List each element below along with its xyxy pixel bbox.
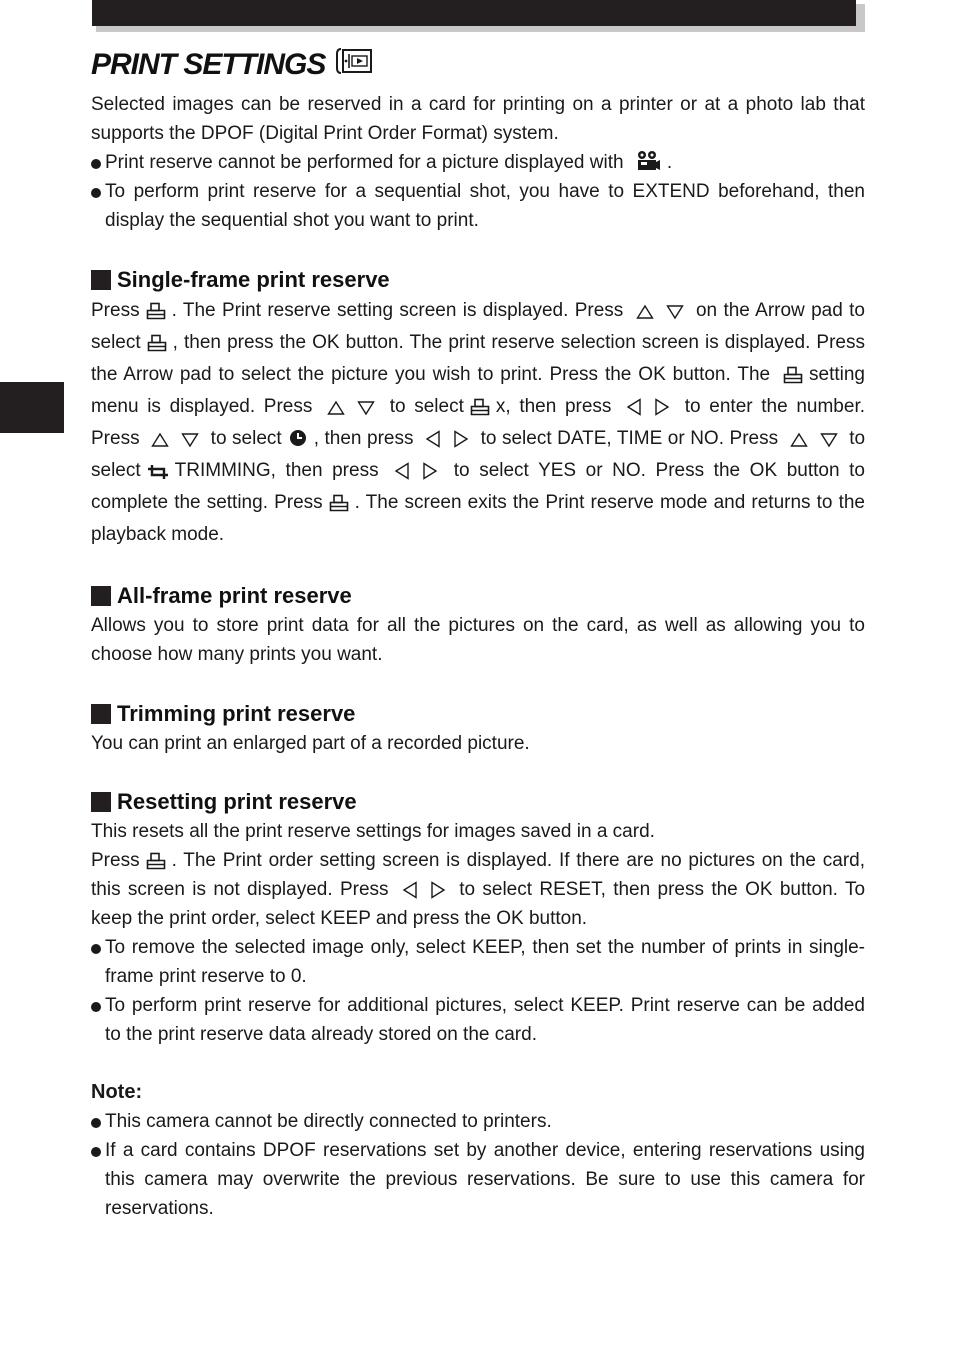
arrow-down-icon: [820, 432, 838, 448]
bullet-dot: [91, 944, 101, 954]
page-title-text: PRINT SETTINGS: [91, 48, 326, 81]
bullet-text: If a card contains DPOF reservations set by another device, entering reservations using this camera may overwrite the previous reservations. Be sure to use this camera for reservations.: [105, 1140, 865, 1219]
chapter-tab: [0, 382, 64, 433]
print-icon: [146, 852, 166, 870]
arrow-left-icon: [402, 881, 418, 899]
intro-bullet-movie: [91, 148, 865, 177]
movie-icon: [635, 150, 661, 172]
text-run: . The screen exits the Print reserve mode and returns to the playback mode.: [91, 492, 865, 545]
heading-square-icon: [91, 704, 111, 724]
bullet-text-end: .: [666, 152, 673, 173]
text-run: . The Print order setting screen is displayed. If there are no pictures on the card, this screen is not displayed. Press: [91, 850, 865, 900]
note-heading: Note:: [91, 1081, 143, 1103]
arrow-right-icon: [422, 462, 438, 480]
text-run: TRIMMING, then press: [174, 460, 379, 481]
arrow-left-icon: [626, 398, 642, 416]
text-run: setting menu is displayed. Press: [91, 364, 865, 417]
page-content: [91, 40, 865, 1223]
text-run: to select DATE, TIME or NO. Press: [480, 428, 779, 449]
resetting-bullet-remove: [91, 933, 865, 991]
text-run: , then press: [313, 428, 414, 449]
arrow-left-icon: [425, 430, 441, 448]
arrow-left-icon: [394, 462, 410, 480]
all-frame-paragraph: Allows you to store print data for all the pictures on the card, as well as allowing you to choose how many prints you want.: [91, 615, 865, 665]
text-run: to enter the number. Press: [91, 396, 865, 449]
single-frame-paragraph: [91, 295, 865, 551]
text-run: to select: [389, 396, 464, 417]
arrow-up-icon: [636, 304, 654, 320]
print-icon: [783, 366, 803, 384]
arrow-right-icon: [453, 430, 469, 448]
note-bullet-dpof: [91, 1136, 865, 1223]
bullet-text: To remove the selected image only, select KEEP, then set the number of prints in single- frame print reserve to 0.: [105, 937, 865, 987]
resetting-paragraph-1: This resets all the print reserve settings for images saved in a card.: [91, 821, 655, 842]
arrow-right-icon: [654, 398, 670, 416]
text-run: to select: [91, 428, 866, 481]
bullet-text: Print reserve cannot be performed for a picture displayed with: [105, 152, 624, 173]
intro-paragraph: Selected images can be reserved in a card for printing on a printer or at a photo lab that supports the DPOF (Digital Print Order Format) system.: [91, 94, 865, 144]
resetting-bullet-additional: [91, 991, 865, 1049]
print-icon: [470, 398, 490, 416]
header-bar-shadow: [96, 26, 865, 32]
trimming-paragraph: You can print an enlarged part of a recorded picture.: [91, 733, 530, 754]
resetting-heading: [91, 787, 865, 817]
intro-bullet-sequential: [91, 177, 865, 235]
print-icon: [329, 494, 349, 512]
heading-square-icon: [91, 270, 111, 290]
bullet-dot: [91, 188, 101, 198]
heading-square-icon: [91, 792, 111, 812]
header-bar-shadow-right: [856, 4, 865, 32]
trimming-heading: [91, 699, 865, 729]
print-icon: [147, 334, 167, 352]
text-run: to select YES or NO. Press the OK button to complete the setting. Press: [91, 460, 865, 513]
arrow-down-icon: [181, 432, 199, 448]
all-frame-heading: [91, 581, 865, 611]
heading-square-icon: [91, 586, 111, 606]
text-run: on the Arrow pad to select: [91, 300, 865, 353]
text-run: Press: [91, 850, 140, 871]
heading-text: Single-frame print reserve: [117, 267, 390, 292]
bullet-dot: [91, 1002, 101, 1012]
text-run: x, then press: [495, 396, 612, 417]
bullet-dot: [91, 1118, 101, 1128]
arrow-down-icon: [666, 304, 684, 320]
trimming-icon: [147, 464, 169, 480]
arrow-up-icon: [790, 432, 808, 448]
print-icon: [146, 302, 166, 320]
text-run: to select RESET, then press the OK button. To keep the print order, select KEEP and press the OK button.: [91, 879, 866, 929]
bullet-text: To perform print reserve for a sequential shot, you have to EXTEND beforehand, then display the sequential shot you want to print.: [105, 181, 865, 231]
heading-text: All-frame print reserve: [117, 583, 352, 608]
resetting-paragraph-2: [91, 846, 865, 933]
text-run: . The Print reserve setting screen is displayed. Press: [171, 300, 624, 321]
heading-text: Trimming print reserve: [117, 701, 356, 726]
text-run: Press: [91, 300, 140, 321]
heading-text: Resetting print reserve: [117, 789, 357, 814]
bullet-dot: [91, 159, 101, 169]
arrow-up-icon: [327, 400, 345, 416]
page-title: [91, 40, 865, 90]
bullet-dot: [91, 1147, 101, 1157]
arrow-right-icon: [430, 881, 446, 899]
text-run: , then press the OK button. The print reserve selection screen is displayed. Press the Arrow pad to select the picture you wish to print. Press the OK button. The: [91, 332, 865, 385]
arrow-up-icon: [151, 432, 169, 448]
header-bar: [92, 0, 856, 26]
arrow-down-icon: [357, 400, 375, 416]
text-run: to select: [210, 428, 282, 449]
playback-mode-icon: [335, 46, 375, 84]
note-bullet-printers: [91, 1107, 865, 1136]
single-frame-heading: [91, 265, 865, 295]
clock-icon: [288, 428, 308, 448]
bullet-text: To perform print reserve for additional pictures, select KEEP. Print reserve can be added to the print reserve data already stored on the card.: [105, 995, 865, 1045]
bullet-text: This camera cannot be directly connected to printers.: [105, 1111, 552, 1132]
